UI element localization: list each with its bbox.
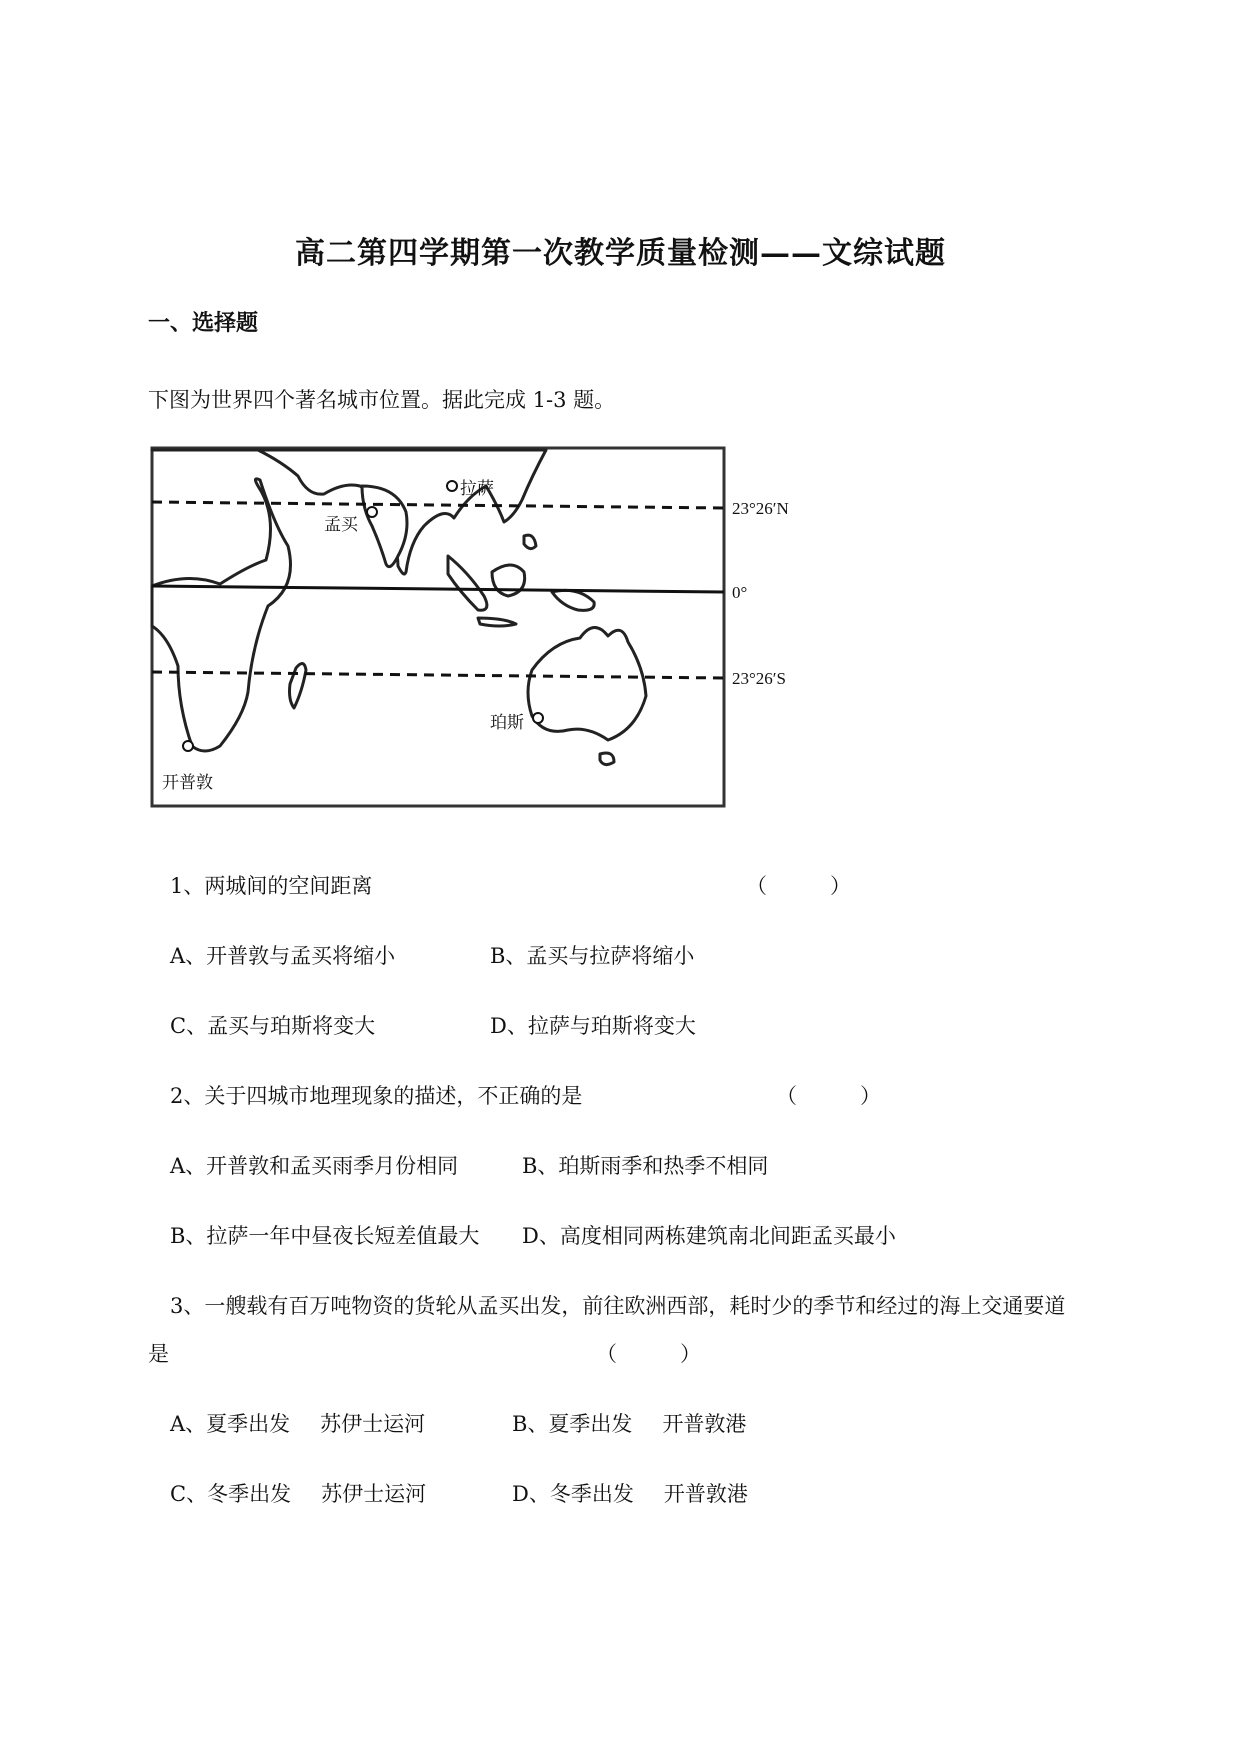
question-3-stem: 3、一艘载有百万吨物资的货轮从孟买出发，前往欧洲西部，耗时少的季节和经过的海上交通要道 [170, 1294, 1066, 1318]
question-2-option-c[interactable]: B、拉萨一年中昼夜长短差值最大 [170, 1224, 480, 1248]
question-2-option-d[interactable]: D、高度相同两栋建筑南北间距孟买最小 [522, 1224, 896, 1248]
question-3-option-b[interactable] [512, 1408, 746, 1438]
option-season: C、冬季出发 [170, 1482, 292, 1506]
question-1-answer-blank[interactable]: （ ） [746, 874, 851, 898]
landmass-islands [524, 535, 536, 548]
city-label-perth: 珀斯 [490, 713, 524, 733]
city-marker-mumbai [367, 507, 377, 517]
option-season: B、夏季出发 [512, 1412, 633, 1436]
option-season: D、冬季出发 [512, 1482, 634, 1506]
question-3-option-d[interactable] [512, 1478, 748, 1508]
question-1-option-b[interactable]: B、孟买与拉萨将缩小 [490, 944, 695, 968]
option-route: 苏伊士运河 [320, 1412, 426, 1436]
question-2-option-a[interactable]: A、开普敦和孟买雨季月份相同 [170, 1154, 459, 1178]
label-tropic-capricorn: 23°26′S [732, 669, 786, 688]
question-2-stem: 2、关于四城市地理现象的描述，不正确的是 [170, 1084, 583, 1108]
question-2-answer-blank[interactable]: （ ） [776, 1084, 881, 1108]
question-1-option-c[interactable]: C、孟买与珀斯将变大 [170, 1014, 376, 1038]
city-marker-perth [533, 713, 543, 723]
question-1-stem: 1、两城间的空间距离 [170, 874, 373, 898]
city-marker-capetown [183, 741, 193, 751]
landmass-tasmania [600, 753, 614, 765]
city-label-capetown: 开普敦 [162, 773, 213, 793]
label-tropic-cancer: 23°26′N [732, 499, 789, 518]
question-3-answer-blank[interactable]: （ ） [596, 1342, 701, 1366]
question-3-stem-continued: 是 [148, 1342, 169, 1366]
question-3-option-c[interactable] [170, 1478, 426, 1508]
city-label-lhasa: 拉萨 [460, 479, 494, 499]
question-2-option-b[interactable]: B、珀斯雨季和热季不相同 [522, 1154, 769, 1178]
question-1-option-a[interactable]: A、开普敦与孟买将缩小 [170, 944, 396, 968]
option-route: 开普敦港 [662, 1412, 747, 1436]
city-label-mumbai: 孟买 [324, 515, 358, 535]
label-equator: 0° [732, 583, 748, 602]
question-1-option-d[interactable]: D、拉萨与珀斯将变大 [490, 1014, 696, 1038]
world-map [148, 446, 828, 824]
city-marker-lhasa [447, 481, 457, 491]
intro-text: 下图为世界四个著名城市位置。据此完成 1-3 题。 [148, 388, 616, 412]
page-title: 高二第四学期第一次教学质量检测——文综试题 [295, 236, 946, 271]
question-3-option-a[interactable] [170, 1408, 425, 1438]
option-route: 开普敦港 [663, 1482, 748, 1506]
section-heading: 一、选择题 [148, 310, 259, 336]
option-route: 苏伊士运河 [321, 1482, 427, 1506]
option-season: A、夏季出发 [170, 1412, 291, 1436]
